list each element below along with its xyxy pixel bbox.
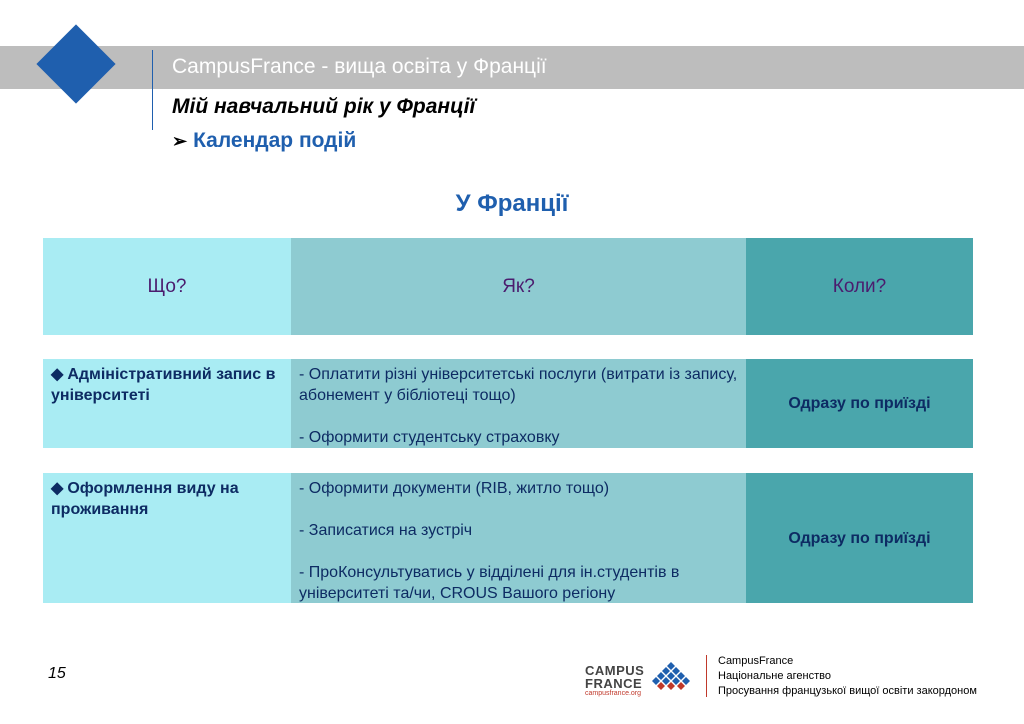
how-item: - Записатися на зустріч [299,522,473,539]
logo-triangle-icon [649,660,693,694]
header-what: Що? [43,238,291,335]
row-when-cell: Одразу по приїзді [746,473,973,603]
row-what-cell [43,359,291,448]
header-how: Як? [291,238,746,335]
diamond-bullet-icon: ◆ [51,480,64,497]
header-when: Коли? [746,238,973,335]
header-divider [152,50,153,130]
slide-subtitle-2 [172,129,356,153]
footer-info [718,654,977,699]
diamond-logo-icon [36,24,115,103]
how-item: - ПроКонсультуватись у відділені для ін.студентів в університеті та/чи, CROUS Вашого регіону [299,564,680,602]
row-how-cell [291,473,746,603]
header-title: CampusFrance - вища освіта у Франції [172,55,547,78]
footer-line-1: CampusFrance [718,655,794,667]
row-what-text: Адміністративний запис в університеті [51,366,276,404]
arrow-bullet-icon: ➢ [172,130,188,151]
table-row [43,473,973,603]
footer-line-2: Національне агенство [718,670,831,682]
footer-line-3: Просування французької вищої освіти закордоном [718,685,977,697]
logo-line1: CAMPUS [585,663,645,678]
page-number: 15 [48,665,66,682]
table-header-row [43,238,973,335]
row-when-cell: Одразу по приїзді [746,359,973,448]
row-what-cell [43,473,291,603]
slide-subtitle: Мій навчальний рік у Франції [172,95,476,118]
campusfrance-logo [585,658,697,698]
section-title: У Франції [455,190,569,217]
table-row [43,359,973,448]
row-how-cell [291,359,746,448]
logo-url: campusfrance.org [585,690,642,697]
how-item: - Оплатити різні університетські послуги (витрати із запису, абонемент у бібліотеці тощо) [299,366,738,404]
diamond-bullet-icon: ◆ [51,366,64,383]
row-what-text: Оформлення виду на проживання [51,480,239,518]
how-item: - Оформити документи (RIB, житло тощо) [299,480,610,497]
how-item: - Оформити студентську страховку [299,429,560,446]
footer-divider [706,655,707,697]
logo-line2: FRANCE [585,676,643,691]
logo-text [585,664,644,690]
subtitle-2-text: Календар подій [193,129,357,152]
